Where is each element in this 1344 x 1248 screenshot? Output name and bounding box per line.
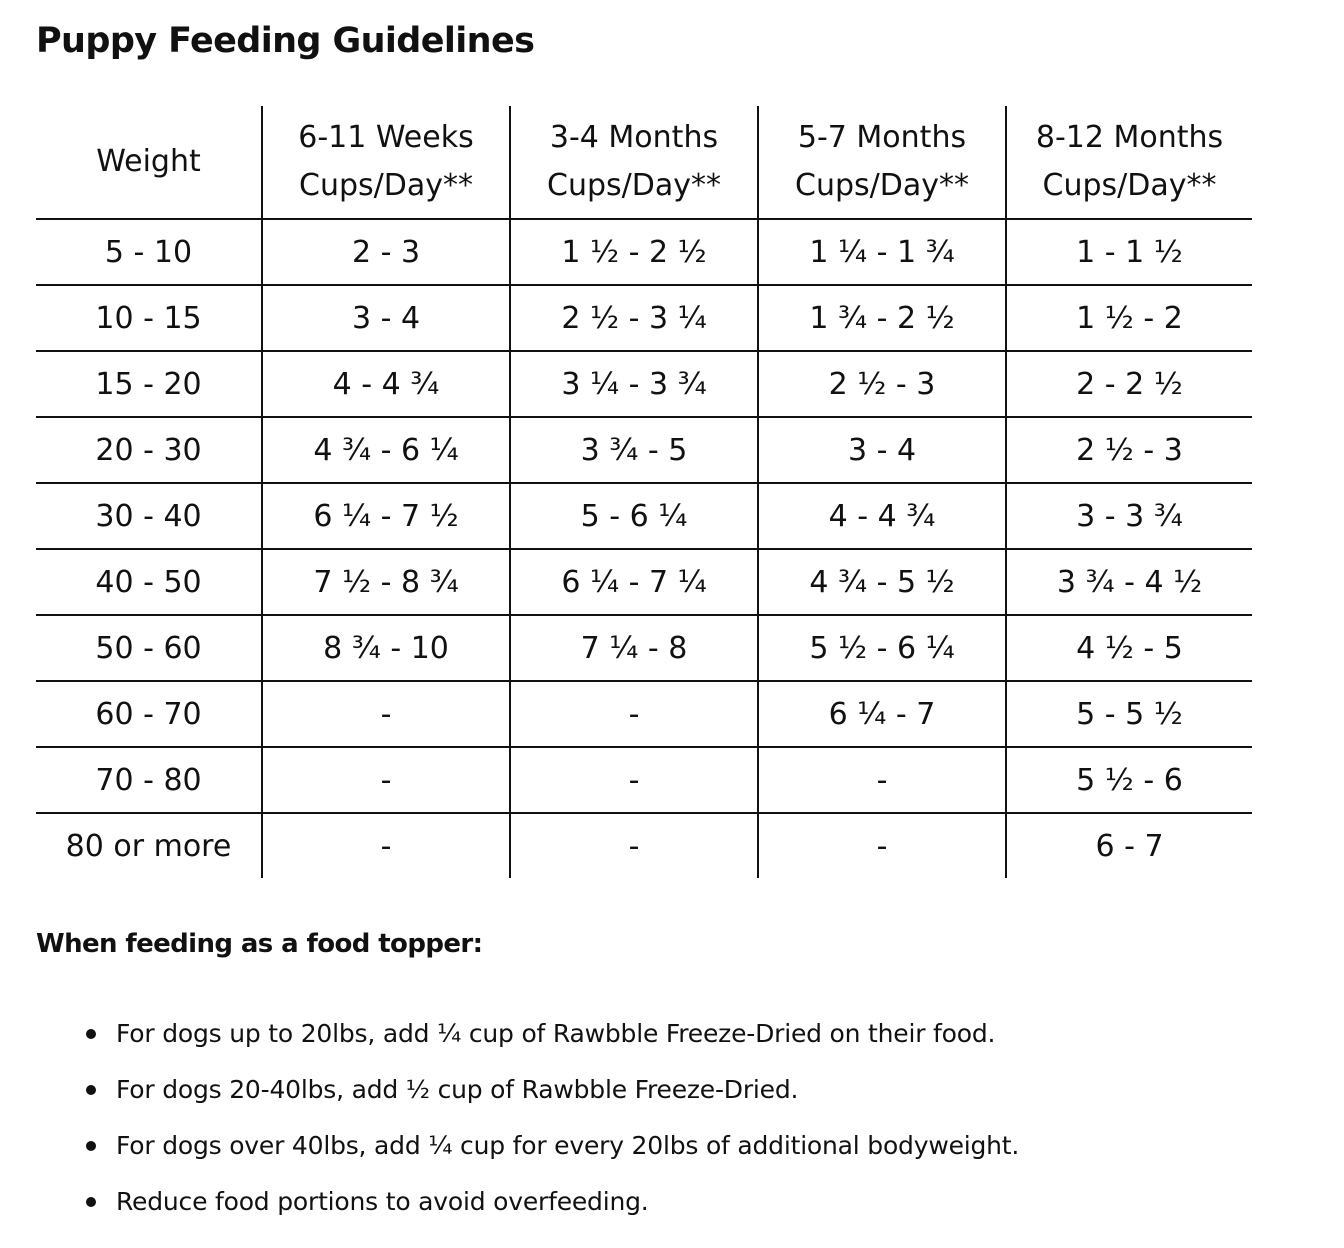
table-row [36, 219, 1252, 285]
table-row [36, 549, 1252, 615]
bullet-icon [86, 1029, 96, 1039]
bullet-icon [86, 1085, 96, 1095]
cups-cell: 4 ¾ - 5 ½ [758, 549, 1006, 615]
weight-cell: 30 - 40 [36, 483, 262, 549]
weight-cell: 20 - 30 [36, 417, 262, 483]
cups-cell: 3 - 3 ¾ [1006, 483, 1252, 549]
cups-cell: 5 ½ - 6 ¼ [758, 615, 1006, 681]
cups-cell: 2 ½ - 3 ¼ [510, 285, 758, 351]
list-item-text: Reduce food portions to avoid overfeeding. [116, 1187, 649, 1216]
table-body [36, 219, 1252, 878]
cups-cell: 3 - 4 [262, 285, 510, 351]
cups-cell: - [510, 681, 758, 747]
weight-cell: 80 or more [65, 828, 232, 864]
topper-list [80, 1006, 1019, 1230]
weight-cell: 5 - 10 [36, 219, 262, 285]
cups-cell: - [262, 813, 510, 878]
table-row [36, 285, 1252, 351]
weight-cell: 70 - 80 [36, 747, 262, 813]
bullet-icon [86, 1141, 96, 1151]
cups-cell: 1 ½ - 2 ½ [510, 219, 758, 285]
cups-cell: 4 ¾ - 6 ¼ [262, 417, 510, 483]
cups-cell: 5 - 6 ¼ [510, 483, 758, 549]
table-row [36, 417, 1252, 483]
weight-cell: 10 - 15 [36, 285, 262, 351]
topper-heading: When feeding as a food topper: [36, 929, 483, 959]
cups-cell: 5 ½ - 6 [1006, 747, 1252, 813]
cups-cell: 7 ¼ - 8 [510, 615, 758, 681]
header-8-12-months: 8-12 Months Cups/Day** [1006, 106, 1252, 219]
list-item [80, 1118, 1019, 1174]
header-3-4-months: 3-4 Months Cups/Day** [510, 106, 758, 219]
list-item-text: For dogs up to 20lbs, add ¼ cup of Rawbble Freeze-Dried on their food. [116, 1019, 996, 1048]
cups-cell: 4 - 4 ¾ [758, 483, 1006, 549]
table-row [36, 483, 1252, 549]
cups-cell: 4 - 4 ¾ [262, 351, 510, 417]
cups-cell: 8 ¾ - 10 [262, 615, 510, 681]
header-weight: Weight [36, 106, 262, 219]
cups-cell: 1 ¼ - 1 ¾ [758, 219, 1006, 285]
list-item-text: For dogs over 40lbs, add ¼ cup for every 20lbs of additional bodyweight. [116, 1131, 1020, 1160]
cups-cell: 3 - 4 [758, 417, 1006, 483]
cups-cell: - [262, 747, 510, 813]
table-row [36, 681, 1252, 747]
table-row [36, 747, 1252, 813]
cups-cell: - [758, 813, 1006, 878]
cups-cell: 6 - 7 [1006, 813, 1252, 878]
table-row [36, 813, 1252, 878]
cups-cell: 3 ¾ - 4 ½ [1006, 549, 1252, 615]
cups-cell: - [758, 747, 1006, 813]
cups-cell: - [262, 681, 510, 747]
list-item [80, 1006, 1019, 1062]
cups-cell: - [510, 813, 758, 878]
cups-cell: 4 ½ - 5 [1006, 615, 1252, 681]
cups-cell: 3 ¾ - 5 [510, 417, 758, 483]
cups-cell: 6 ¼ - 7 ½ [262, 483, 510, 549]
cups-cell: - [510, 747, 758, 813]
bullet-icon [86, 1197, 96, 1207]
list-item [80, 1174, 1019, 1230]
feeding-table [36, 106, 1252, 878]
cups-cell: 1 ¾ - 2 ½ [758, 285, 1006, 351]
weight-cell: 15 - 20 [36, 351, 262, 417]
cups-cell: 2 - 2 ½ [1006, 351, 1252, 417]
cups-cell: 6 ¼ - 7 [758, 681, 1006, 747]
cups-cell: 2 ½ - 3 [1006, 417, 1252, 483]
weight-cell: 40 - 50 [36, 549, 262, 615]
cups-cell: 2 ½ - 3 [758, 351, 1006, 417]
header-6-11-weeks: 6-11 Weeks Cups/Day** [262, 106, 510, 219]
table-row [36, 351, 1252, 417]
cups-cell: 2 - 3 [262, 219, 510, 285]
weight-cell: 50 - 60 [36, 615, 262, 681]
cups-cell: 1 ½ - 2 [1006, 285, 1252, 351]
weight-cell: 60 - 70 [36, 681, 262, 747]
cups-cell: 3 ¼ - 3 ¾ [510, 351, 758, 417]
page-title: Puppy Feeding Guidelines [36, 21, 535, 61]
table-header-row [36, 106, 1252, 219]
list-item [80, 1062, 1019, 1118]
cups-cell: 5 - 5 ½ [1006, 681, 1252, 747]
cups-cell: 6 ¼ - 7 ¼ [510, 549, 758, 615]
header-5-7-months: 5-7 Months Cups/Day** [758, 106, 1006, 219]
cups-cell: 1 - 1 ½ [1006, 219, 1252, 285]
cups-cell: 7 ½ - 8 ¾ [262, 549, 510, 615]
table-row [36, 615, 1252, 681]
list-item-text: For dogs 20-40lbs, add ½ cup of Rawbble Freeze-Dried. [116, 1075, 799, 1104]
